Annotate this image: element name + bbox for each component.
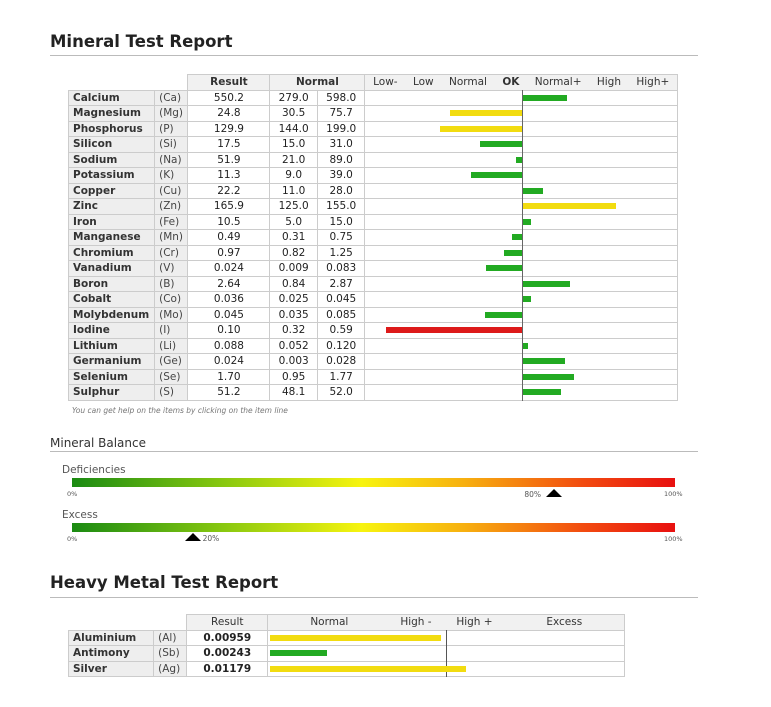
scale-header [268, 615, 625, 631]
normal-low: 11.0 [270, 183, 318, 199]
mineral-name: Magnesium [69, 106, 155, 122]
limit-line [446, 645, 447, 662]
deviation-chart-cell [365, 106, 678, 122]
deviation-bar [486, 265, 522, 271]
mineral-symbol: (I) [155, 323, 188, 339]
mineral-result: 1.70 [188, 369, 270, 385]
scale-high-plus: High + [456, 616, 493, 628]
deficiencies-min: 0% [67, 490, 78, 498]
scale-high-minus: High - [400, 616, 432, 628]
mineral-name: Lithium [69, 338, 155, 354]
deviation-chart-cell [365, 385, 678, 401]
deficiencies-max: 100% [664, 490, 683, 498]
mineral-name: Sulphur [69, 385, 155, 401]
normal-high: 199.0 [317, 121, 365, 137]
deviation-chart-cell [365, 90, 678, 106]
deviation-chart-cell [365, 276, 678, 292]
deviation-chart-cell [365, 354, 678, 370]
normal-low: 0.035 [270, 307, 318, 323]
normal-low: 0.025 [270, 292, 318, 308]
help-note: You can get help on the items by clicking on the item line [72, 406, 288, 415]
mineral-result: 0.036 [188, 292, 270, 308]
normal-high: 0.120 [317, 338, 365, 354]
normal-high: 1.25 [317, 245, 365, 261]
mineral-symbol: (Se) [155, 369, 188, 385]
deviation-bar [440, 126, 523, 132]
level-chart-cell [268, 630, 625, 646]
scale-label: High+ [636, 76, 670, 88]
mineral-balance-title: Mineral Balance [50, 436, 146, 450]
scale-label: OK [502, 76, 520, 88]
heavy-metal-row[interactable] [69, 646, 625, 662]
level-bar [270, 666, 466, 672]
deviation-chart-cell [365, 137, 678, 153]
heavy-metal-row[interactable] [69, 661, 625, 677]
heavy-metal-report-title: Heavy Metal Test Report [50, 573, 279, 592]
mineral-row[interactable] [69, 307, 678, 323]
deviation-chart-cell [365, 292, 678, 308]
deviation-chart-cell [365, 214, 678, 230]
normal-low: 279.0 [270, 90, 318, 106]
level-bar [270, 650, 327, 656]
normal-high: 39.0 [317, 168, 365, 184]
normal-low: 5.0 [270, 214, 318, 230]
mineral-row[interactable] [69, 276, 678, 292]
normal-high: 31.0 [317, 137, 365, 153]
metal-result: 0.00243 [187, 646, 268, 662]
level-bar [270, 635, 441, 641]
excess-marker-icon [185, 533, 201, 541]
mineral-result: 0.024 [188, 261, 270, 277]
mineral-symbol: (Ca) [155, 90, 188, 106]
ok-center-line [522, 229, 523, 246]
ok-center-line [522, 167, 523, 184]
normal-low: 15.0 [270, 137, 318, 153]
mineral-result: 51.9 [188, 152, 270, 168]
mineral-symbol: (Ge) [155, 354, 188, 370]
heavy-metal-table [68, 614, 625, 677]
divider [50, 55, 698, 56]
mineral-row[interactable] [69, 137, 678, 153]
mineral-row[interactable] [69, 152, 678, 168]
normal-high: 0.085 [317, 307, 365, 323]
excess-label: Excess [62, 509, 98, 521]
deviation-bar [523, 219, 531, 225]
mineral-symbol: (Li) [155, 338, 188, 354]
mineral-name: Potassium [69, 168, 155, 184]
deviation-chart-cell [365, 121, 678, 137]
mineral-result: 17.5 [188, 137, 270, 153]
mineral-row[interactable] [69, 354, 678, 370]
mineral-name: Germanium [69, 354, 155, 370]
deviation-bar [485, 312, 523, 318]
normal-low: 125.0 [270, 199, 318, 215]
excess-max: 100% [664, 535, 683, 543]
deviation-chart-cell [365, 245, 678, 261]
mineral-name: Boron [69, 276, 155, 292]
divider [50, 451, 698, 452]
normal-low: 0.31 [270, 230, 318, 246]
mineral-result: 165.9 [188, 199, 270, 215]
mineral-report-title: Mineral Test Report [50, 32, 233, 51]
metal-symbol: (Al) [154, 630, 187, 646]
mineral-row[interactable] [69, 183, 678, 199]
deviation-bar [471, 172, 522, 178]
normal-low: 0.009 [270, 261, 318, 277]
mineral-row[interactable] [69, 323, 678, 339]
normal-high: 89.0 [317, 152, 365, 168]
deficiencies-label: Deficiencies [62, 464, 126, 476]
deviation-bar [516, 157, 522, 163]
normal-header: Normal [270, 75, 365, 91]
heavy-metal-row[interactable] [69, 630, 625, 646]
mineral-result: 10.5 [188, 214, 270, 230]
mineral-result: 2.64 [188, 276, 270, 292]
mineral-row[interactable] [69, 292, 678, 308]
mineral-row[interactable] [69, 338, 678, 354]
mineral-name: Cobalt [69, 292, 155, 308]
deviation-bar [523, 296, 531, 302]
mineral-table [68, 74, 678, 401]
deviation-bar [523, 374, 574, 380]
deviation-chart-cell [365, 323, 678, 339]
normal-low: 9.0 [270, 168, 318, 184]
mineral-name: Copper [69, 183, 155, 199]
normal-low: 30.5 [270, 106, 318, 122]
divider [50, 597, 698, 598]
mineral-row[interactable] [69, 369, 678, 385]
metal-name: Antimony [69, 646, 154, 662]
result-header: Result [188, 75, 270, 91]
normal-low: 0.052 [270, 338, 318, 354]
mineral-name: Calcium [69, 90, 155, 106]
deviation-bar [386, 327, 523, 333]
normal-low: 0.32 [270, 323, 318, 339]
deviation-chart-cell [365, 261, 678, 277]
deviation-bar [523, 281, 570, 287]
metal-name: Aluminium [69, 630, 154, 646]
mineral-symbol: (Mn) [155, 230, 188, 246]
deviation-chart-cell [365, 230, 678, 246]
mineral-result: 11.3 [188, 168, 270, 184]
deviation-bar [523, 95, 567, 101]
mineral-result: 0.49 [188, 230, 270, 246]
mineral-result: 24.8 [188, 106, 270, 122]
mineral-symbol: (K) [155, 168, 188, 184]
level-chart-cell [268, 646, 625, 662]
result-header: Result [187, 615, 268, 631]
mineral-row[interactable] [69, 261, 678, 277]
mineral-row[interactable] [69, 245, 678, 261]
mineral-result: 0.045 [188, 307, 270, 323]
deviation-chart-cell [365, 369, 678, 385]
normal-high: 1.77 [317, 369, 365, 385]
mineral-symbol: (Co) [155, 292, 188, 308]
mineral-name: Chromium [69, 245, 155, 261]
metal-result: 0.01179 [187, 661, 268, 677]
ok-center-line [522, 105, 523, 122]
mineral-name: Selenium [69, 369, 155, 385]
normal-high: 0.083 [317, 261, 365, 277]
mineral-symbol: (Cu) [155, 183, 188, 199]
deviation-chart-cell [365, 168, 678, 184]
deficiencies-marker-label: 80% [524, 490, 542, 499]
scale-label: Low [412, 76, 434, 88]
mineral-name: Vanadium [69, 261, 155, 277]
normal-high: 0.028 [317, 354, 365, 370]
metal-name: Silver [69, 661, 154, 677]
mineral-name: Zinc [69, 199, 155, 215]
metal-result: 0.00959 [187, 630, 268, 646]
mineral-result: 0.97 [188, 245, 270, 261]
deviation-bar [480, 141, 522, 147]
scale-label: High [596, 76, 621, 88]
mineral-result: 0.10 [188, 323, 270, 339]
excess-marker-label: 20% [202, 534, 220, 543]
deficiencies-gradient-bar [72, 478, 675, 487]
mineral-row[interactable] [69, 230, 678, 246]
scale-label: Normal [448, 76, 487, 88]
mineral-symbol: (Fe) [155, 214, 188, 230]
metal-symbol: (Sb) [154, 646, 187, 662]
deviation-bar [504, 250, 522, 256]
normal-low: 0.95 [270, 369, 318, 385]
normal-high: 2.87 [317, 276, 365, 292]
mineral-name: Silicon [69, 137, 155, 153]
mineral-name: Iodine [69, 323, 155, 339]
deviation-chart-cell [365, 338, 678, 354]
deviation-bar [523, 389, 561, 395]
deviation-bar [523, 188, 543, 194]
ok-center-line [522, 322, 523, 339]
excess-gradient-bar [72, 523, 675, 532]
ok-center-line [522, 121, 523, 138]
scale-header [365, 75, 678, 91]
normal-high: 0.75 [317, 230, 365, 246]
normal-low: 0.003 [270, 354, 318, 370]
mineral-row[interactable] [69, 214, 678, 230]
mineral-name: Iron [69, 214, 155, 230]
mineral-row[interactable] [69, 90, 678, 106]
normal-high: 52.0 [317, 385, 365, 401]
ok-center-line [522, 136, 523, 153]
mineral-result: 22.2 [188, 183, 270, 199]
normal-high: 0.045 [317, 292, 365, 308]
mineral-result: 129.9 [188, 121, 270, 137]
mineral-row[interactable] [69, 385, 678, 401]
normal-high: 0.59 [317, 323, 365, 339]
heavy-table-header [69, 615, 625, 631]
normal-high: 75.7 [317, 106, 365, 122]
mineral-symbol: (Na) [155, 152, 188, 168]
normal-high: 598.0 [317, 90, 365, 106]
mineral-symbol: (Mg) [155, 106, 188, 122]
mineral-result: 51.2 [188, 385, 270, 401]
deviation-bar [523, 358, 565, 364]
mineral-symbol: (Zn) [155, 199, 188, 215]
ok-center-line [522, 152, 523, 169]
mineral-symbol: (S) [155, 385, 188, 401]
mineral-row[interactable] [69, 199, 678, 215]
mineral-symbol: (P) [155, 121, 188, 137]
limit-line [446, 630, 447, 647]
deviation-chart-cell [365, 307, 678, 323]
mineral-symbol: (Mo) [155, 307, 188, 323]
normal-low: 144.0 [270, 121, 318, 137]
scale-excess: Excess [546, 616, 583, 628]
deviation-bar [450, 110, 522, 116]
mineral-result: 0.024 [188, 354, 270, 370]
mineral-row[interactable] [69, 168, 678, 184]
ok-center-line [522, 307, 523, 324]
mineral-symbol: (Cr) [155, 245, 188, 261]
deviation-chart-cell [365, 183, 678, 199]
mineral-table-header [69, 75, 678, 91]
scale-label: Low- [373, 76, 398, 88]
scale-label: Normal+ [534, 76, 582, 88]
deviation-chart-cell [365, 152, 678, 168]
mineral-name: Sodium [69, 152, 155, 168]
mineral-symbol: (B) [155, 276, 188, 292]
normal-low: 48.1 [270, 385, 318, 401]
metal-symbol: (Ag) [154, 661, 187, 677]
mineral-name: Manganese [69, 230, 155, 246]
excess-min: 0% [67, 535, 78, 543]
ok-center-line [522, 245, 523, 262]
normal-high: 155.0 [317, 199, 365, 215]
normal-low: 0.82 [270, 245, 318, 261]
normal-low: 0.84 [270, 276, 318, 292]
deficiencies-marker-icon [546, 489, 562, 497]
mineral-name: Phosphorus [69, 121, 155, 137]
mineral-result: 550.2 [188, 90, 270, 106]
ok-center-line [522, 260, 523, 277]
normal-low: 21.0 [270, 152, 318, 168]
deviation-bar [523, 343, 528, 349]
mineral-row[interactable] [69, 106, 678, 122]
mineral-symbol: (Si) [155, 137, 188, 153]
mineral-symbol: (V) [155, 261, 188, 277]
deviation-bar [523, 203, 616, 209]
normal-high: 15.0 [317, 214, 365, 230]
normal-high: 28.0 [317, 183, 365, 199]
level-chart-cell [268, 661, 625, 677]
deviation-chart-cell [365, 199, 678, 215]
mineral-name: Molybdenum [69, 307, 155, 323]
deviation-bar [512, 234, 523, 240]
mineral-row[interactable] [69, 121, 678, 137]
mineral-result: 0.088 [188, 338, 270, 354]
scale-normal: Normal [310, 616, 349, 628]
